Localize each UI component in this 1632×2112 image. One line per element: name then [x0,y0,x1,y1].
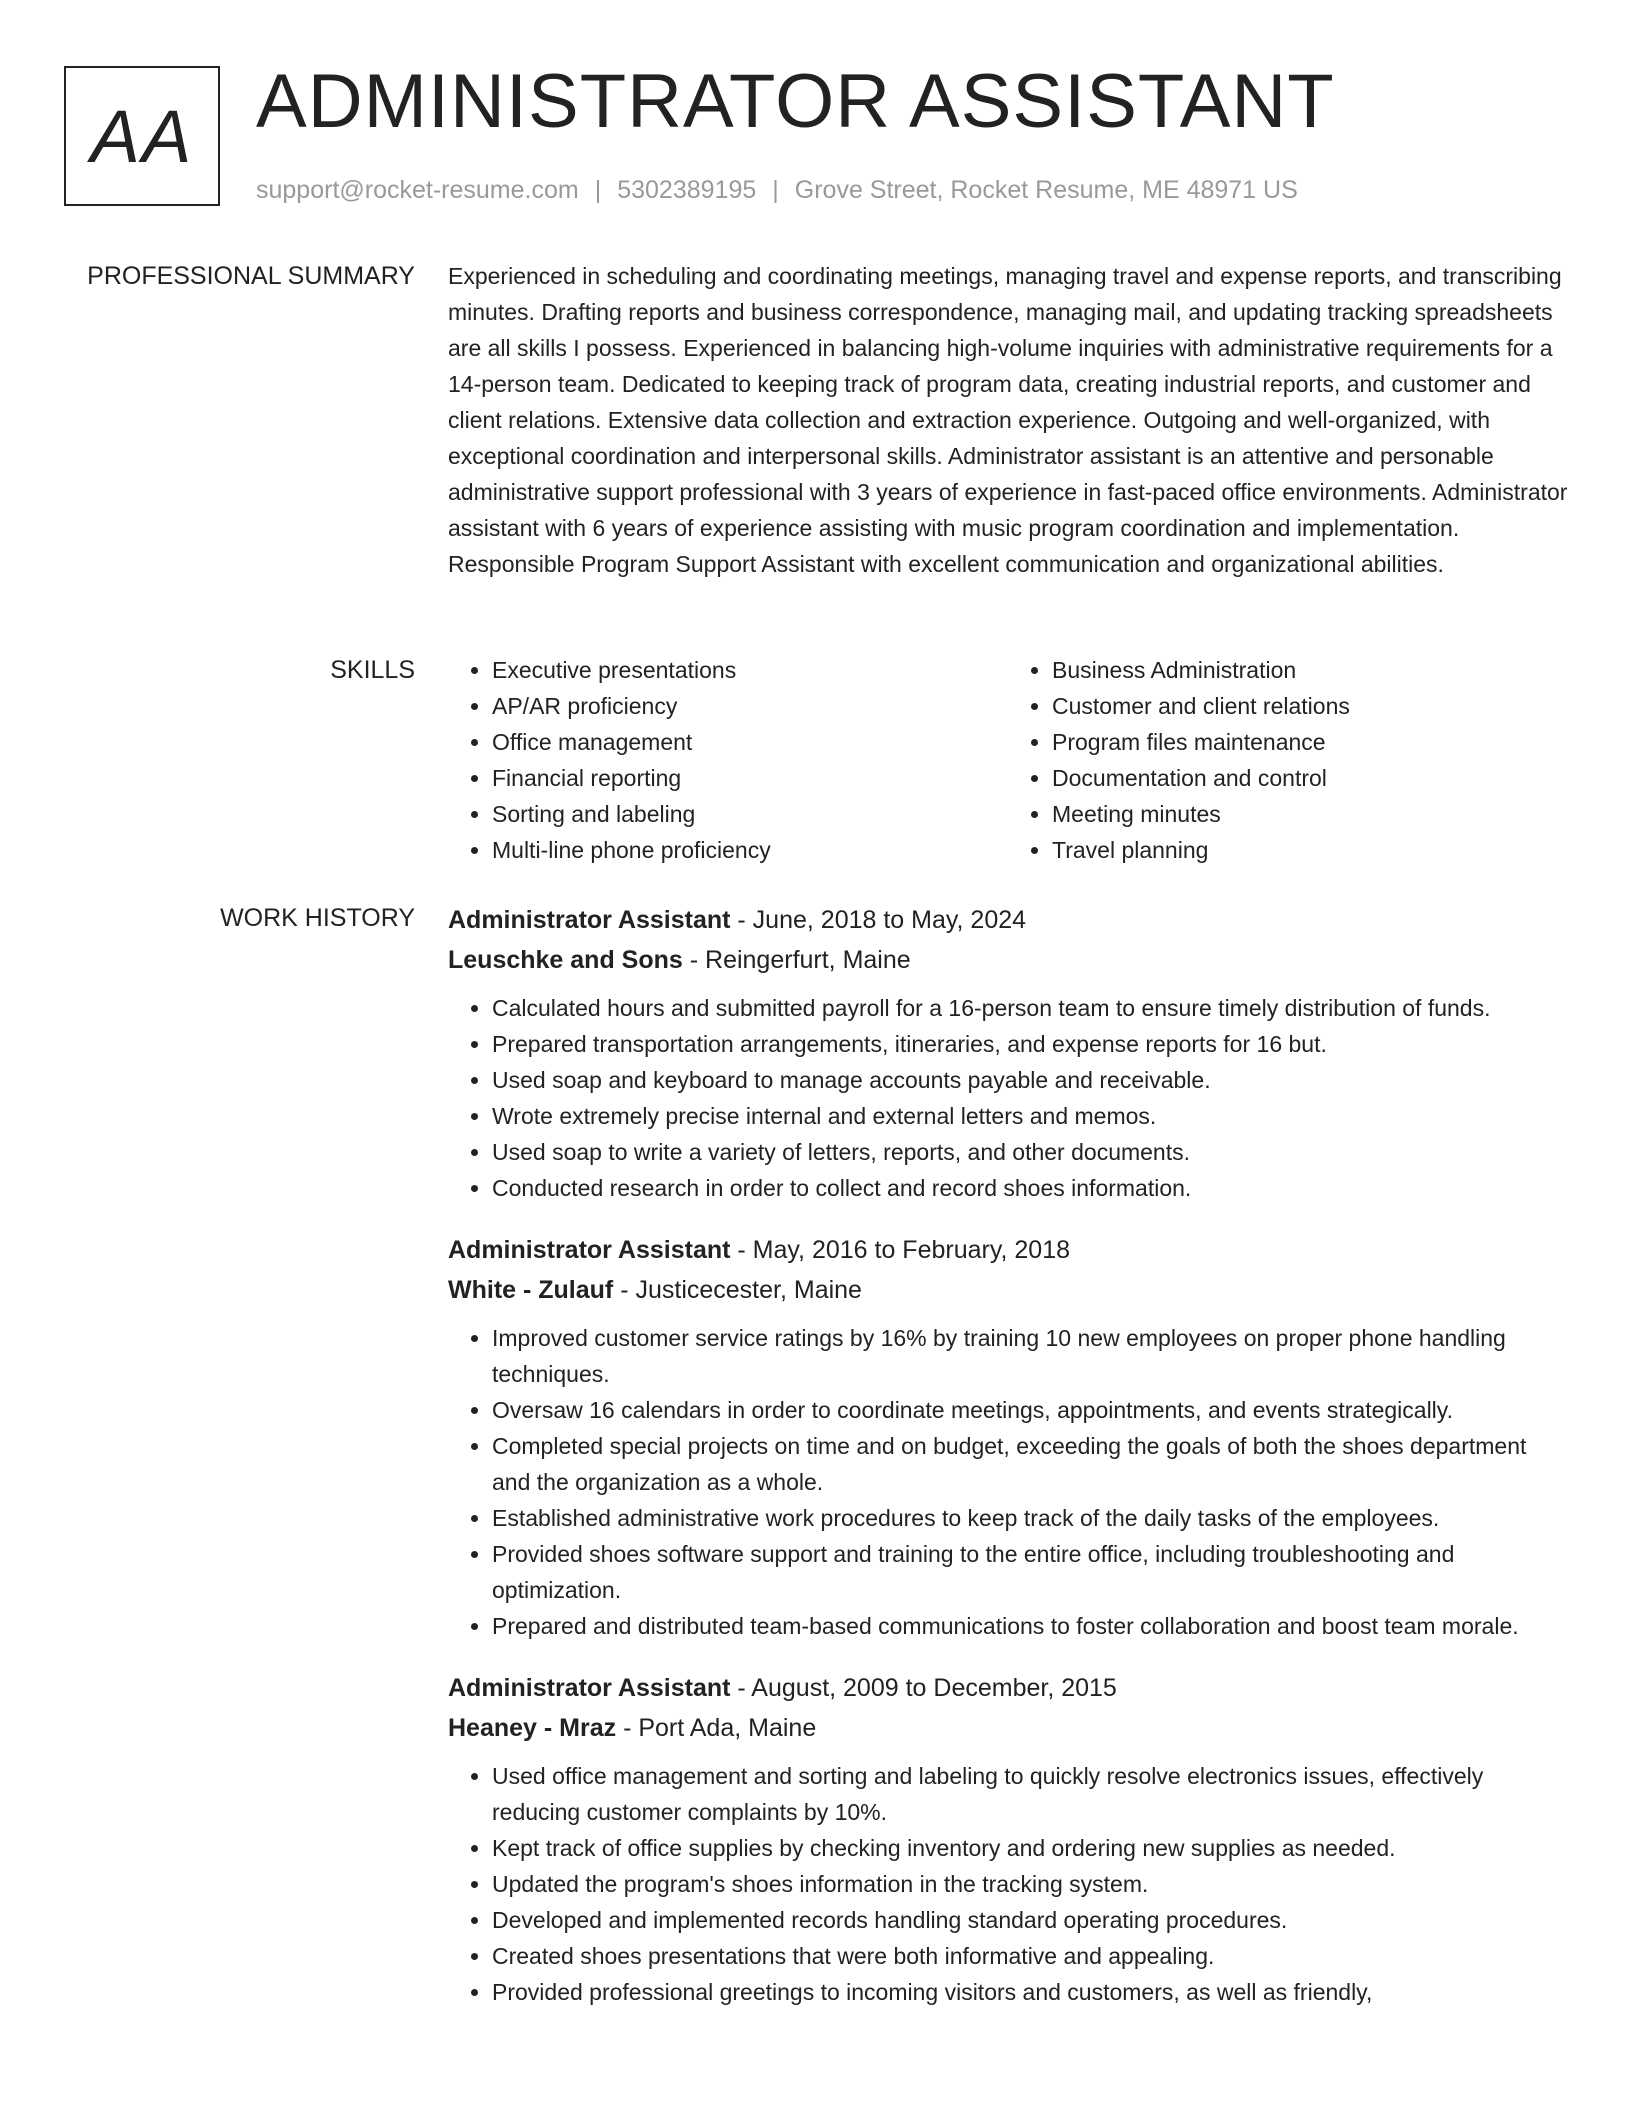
job-bullet: • Updated the program's shoes information in the tracking system. [492,1866,1568,1902]
company-location: - Justicecester, Maine [613,1276,862,1304]
job-title: Administrator Assistant [448,906,731,934]
job-dates: - June, 2018 to May, 2024 [730,906,1027,934]
contact-separator: | [594,176,602,204]
job-bullet: • Used soap to write a variety of letters, reports, and other documents. [492,1134,1568,1170]
work-history-heading: WORK HISTORY [220,904,415,932]
phone-number: 5302389195 [617,176,757,204]
job-title-line [448,1668,1568,1708]
job-bullet: • Wrote extremely precise internal and external letters and memos. [492,1098,1568,1134]
job-bullet: • Calculated hours and submitted payroll for a 16-person team to ensure timely distribution of funds. [492,990,1568,1026]
company-name: Leuschke and Sons [448,946,683,974]
job-bullet: • Oversaw 16 calendars in order to coordinate meetings, appointments, and events strategically. [492,1392,1568,1428]
job-entry [448,900,1568,1206]
skills-columns [448,652,1568,868]
skill-item: • Travel planning [1052,832,1568,868]
company-name: Heaney - Mraz [448,1714,617,1742]
job-company-line [448,1708,1568,1748]
skill-item: • Business Administration [1052,652,1568,688]
job-dates: - August, 2009 to December, 2015 [730,1674,1117,1702]
job-title: Administrator Assistant [448,1236,731,1264]
job-bullet: • Prepared transportation arrangements, itineraries, and expense reports for 16 but. [492,1026,1568,1062]
page-title: ADMINISTRATOR ASSISTANT [256,59,1335,144]
skills-list-right [1008,652,1568,868]
skill-item: • Customer and client relations [1052,688,1568,724]
job-bullet: • Improved customer service ratings by 16% by training 10 new employees on proper phone handling techniques. [492,1320,1568,1392]
company-name: White - Zulauf [448,1276,614,1304]
job-bullet: • Kept track of office supplies by checking inventory and ordering new supplies as needed. [492,1830,1568,1866]
job-title: Administrator Assistant [448,1674,731,1702]
contact-separator: | [772,176,779,204]
email-link[interactable]: support@rocket-resume.com [256,176,579,204]
skill-item: • Documentation and control [1052,760,1568,796]
job-bullet: • Prepared and distributed team-based communications to foster collaboration and boost team morale. [492,1608,1568,1644]
skills-heading: SKILLS [330,656,415,684]
skill-item: • Financial reporting [492,760,1008,796]
job-entry [448,1230,1568,1644]
job-dates: - May, 2016 to February, 2018 [730,1236,1070,1264]
skill-item: • Sorting and labeling [492,796,1008,832]
address: Grove Street, Rocket Resume, ME 48971 US [794,176,1298,204]
skills-list-left [448,652,1008,868]
skill-item: • Meeting minutes [1052,796,1568,832]
company-location: - Reingerfurt, Maine [682,946,911,974]
job-bullet: • Conducted research in order to collect and record shoes information. [492,1170,1568,1206]
job-company-line [448,940,1568,980]
job-bullet: • Created shoes presentations that were both informative and appealing. [492,1938,1568,1974]
summary-text: Experienced in scheduling and coordinating meetings, managing travel and expense reports, and transcribing minutes. Drafting reports and business correspondence, managing mail, and updating tracking spreadsheets are all skills I possess. Experienced in balancing high-volume inquiries with administrative requirements for a 14-person team. Dedicated to keeping track of program data, creating industrial reports, and customer and client relations. Extensive data collection and extraction experience. Outgoing and well-organized, with exceptional coordination and interpersonal skills. Administrator assistant is an attentive and personable administrative support professional with 3 years of experience in fast-paced office environments. Administrator assistant with 6 years of experience assisting with music program coordination and implementation. Responsible Program Support Assistant with excellent communication and organizational abilities. [448,263,1568,577]
skill-item: • Multi-line phone proficiency [492,832,1008,868]
job-bullet: • Developed and implemented records handling standard operating procedures. [492,1902,1568,1938]
job-bullets [448,990,1568,1206]
job-bullet: • Used office management and sorting and labeling to quickly resolve electronics issues, effectively reducing customer complaints by 10%. [492,1758,1568,1830]
job-title-line [448,1230,1568,1270]
skill-item: • Office management [492,724,1008,760]
job-bullet: • Completed special projects on time and on budget, exceeding the goals of both the shoes department and the organization as a whole. [492,1428,1568,1500]
job-bullets [448,1758,1568,2010]
job-bullet: • Used soap and keyboard to manage accounts payable and receivable. [492,1062,1568,1098]
job-bullet: • Established administrative work procedures to keep track of the daily tasks of the employees. [492,1500,1568,1536]
skill-item: • Executive presentations [492,652,1008,688]
company-location: - Port Ada, Maine [616,1714,817,1742]
monogram-logo: AA [64,66,220,206]
job-list [448,900,1568,2034]
skill-item: • AP/AR proficiency [492,688,1008,724]
contact-line [256,174,1298,206]
summary-heading: PROFESSIONAL SUMMARY [87,262,415,290]
job-entry [448,1668,1568,2010]
job-bullets [448,1320,1568,1644]
job-company-line [448,1270,1568,1310]
skill-item: • Program files maintenance [1052,724,1568,760]
job-title-line [448,900,1568,940]
job-bullet: • Provided shoes software support and training to the entire office, including troubleshooting and optimization. [492,1536,1568,1608]
job-bullet: • Provided professional greetings to incoming visitors and customers, as well as friendly, [492,1974,1568,2010]
